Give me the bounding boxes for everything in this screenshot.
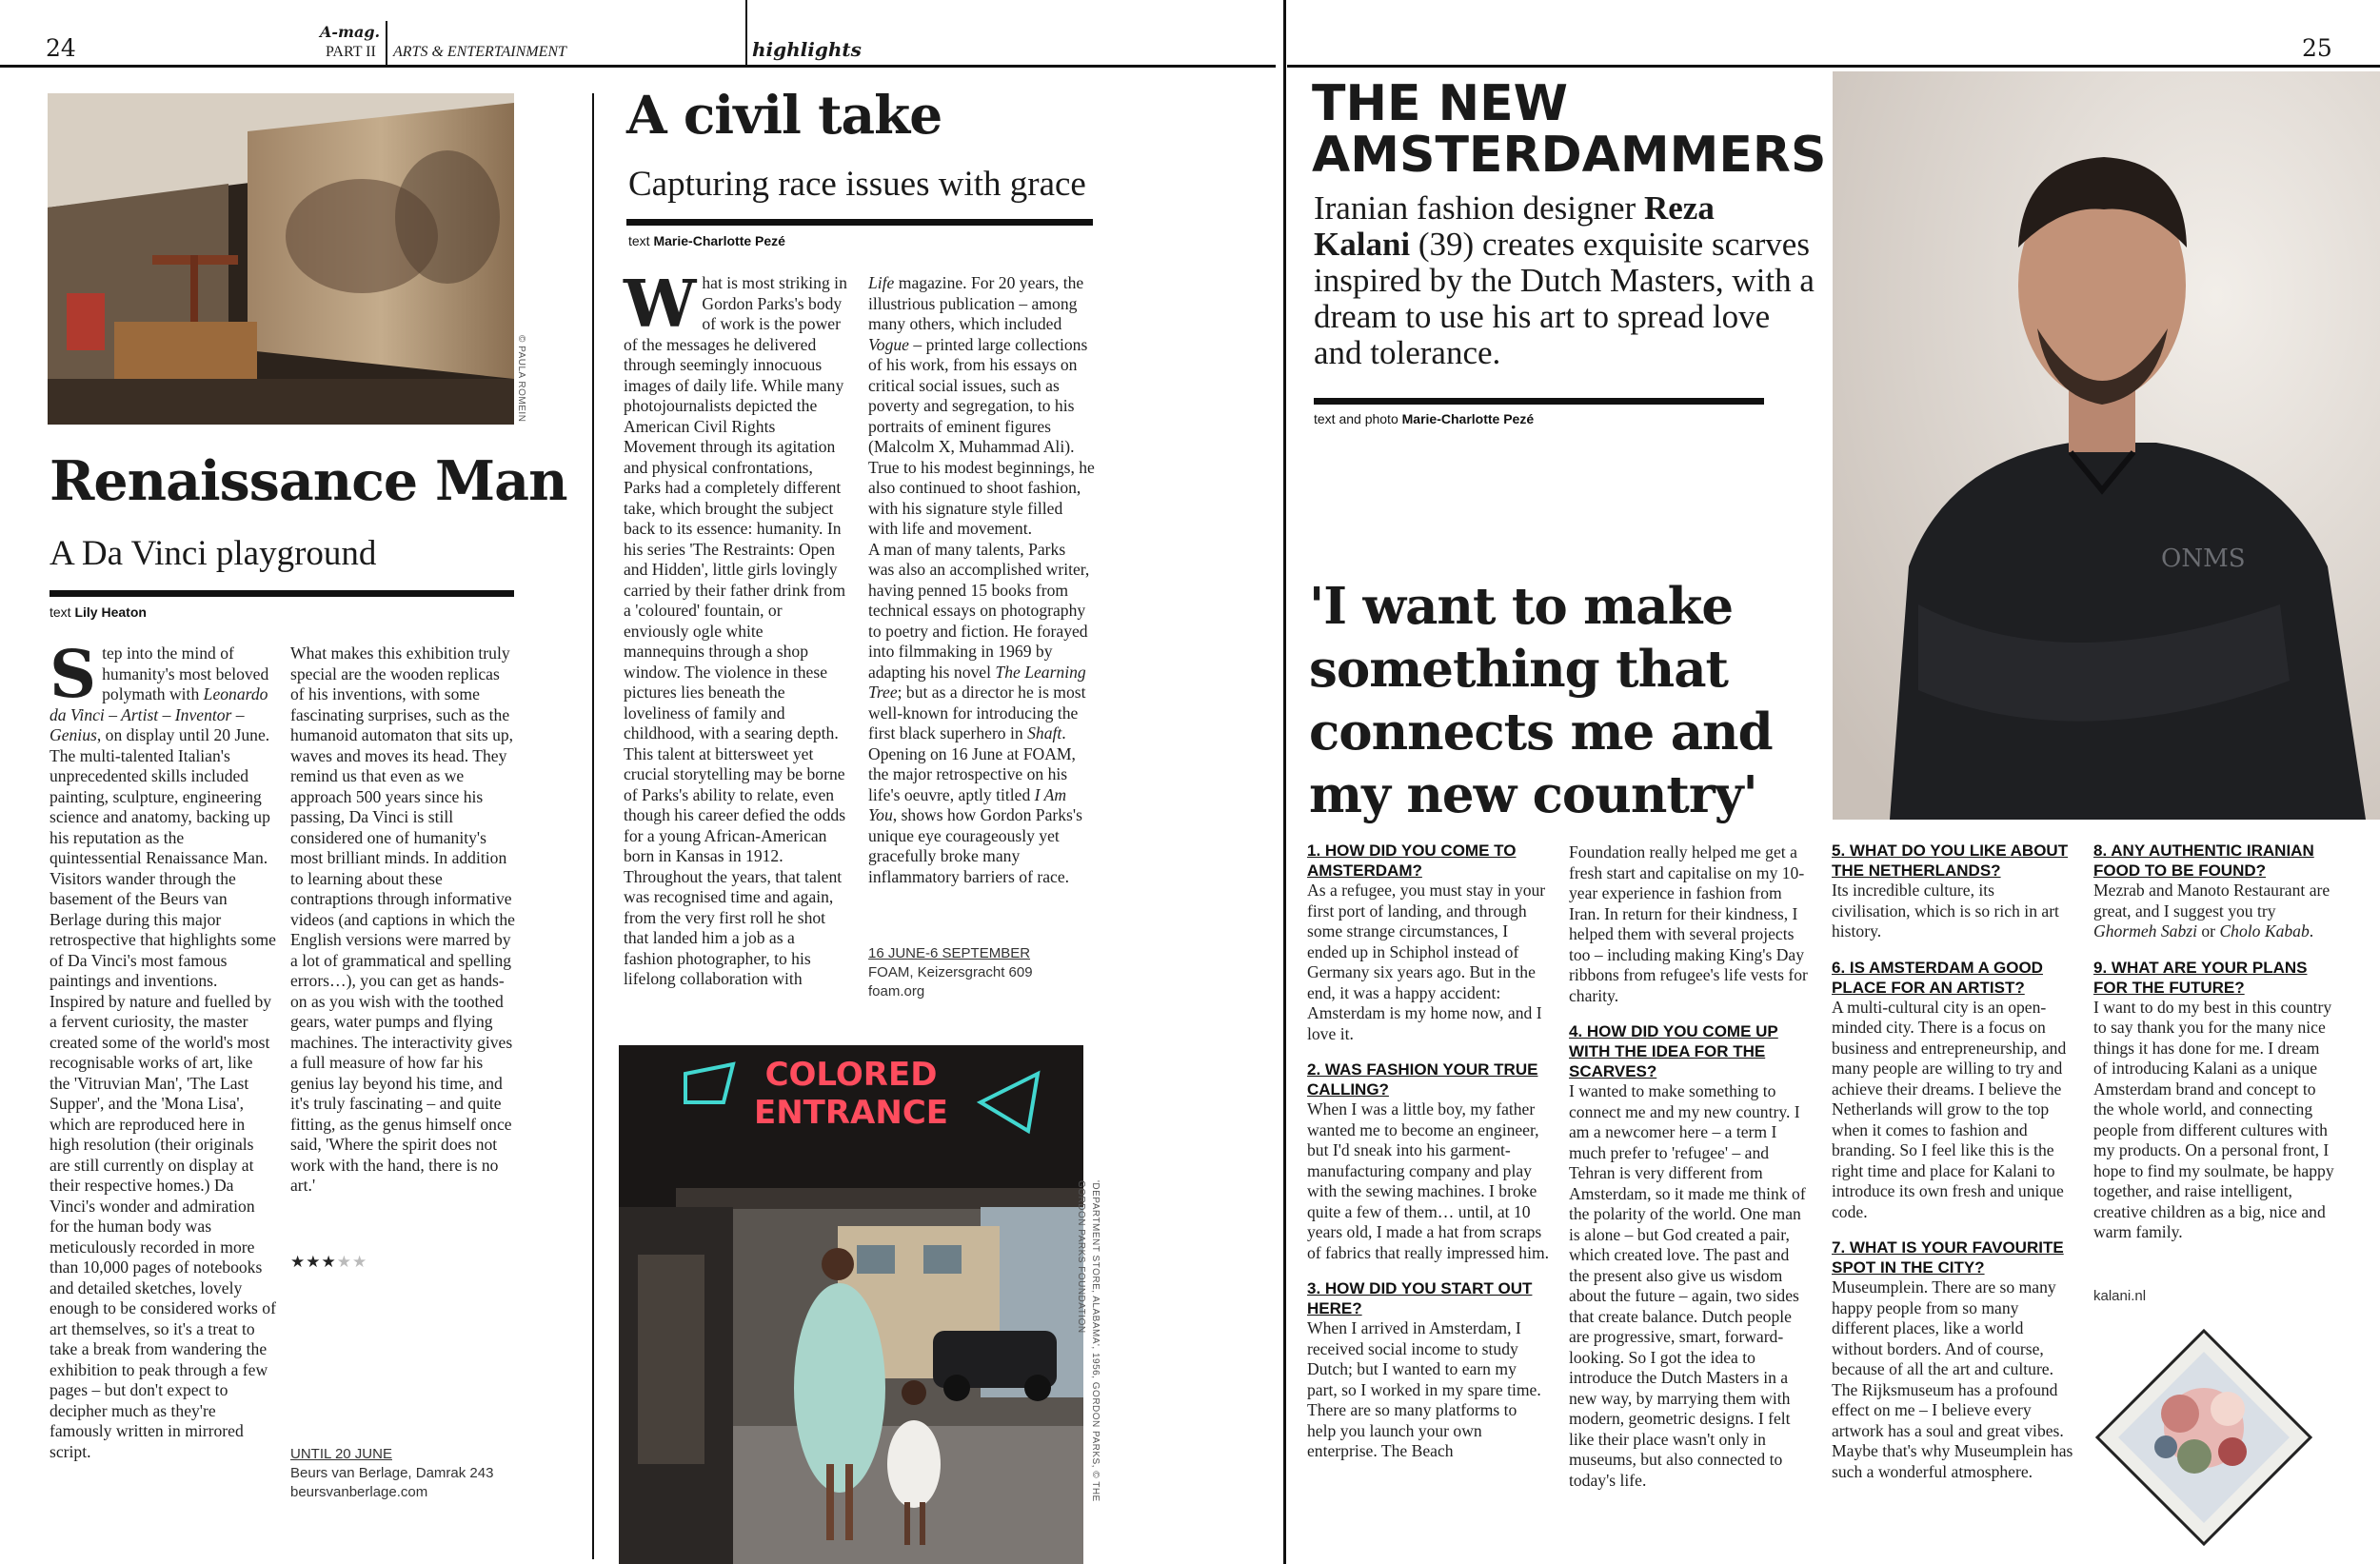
colored-sign-line1: COLORED — [764, 1056, 938, 1094]
scarf-graphic — [2090, 1323, 2318, 1552]
amsterdammers-rule — [1314, 398, 1764, 405]
qa-col1: 1. HOW DID YOU COME TO AMSTERDAM? As a refugee, you must stay in your first port of landing, and through some strange circumstances, I ended up in Schiphol instead of Germany six years ago. But in the end, it was a happy accident: Amsterdam is my home now, and I love it. 2. WAS FASHION YOUR TRUE CALLING? When I was a little boy, my father wanted me to become an engineer, but I'd sneak into his garment-manufacturing company and play with the sewing machines. I broke quite a few of them… until, at 10 years old, I made a hat from scraps of fabrics that really impressed him. 3. HOW DID YOU START OUT HERE? When I arrived in Amsterdam, I received social income to study Dutch; but I wanted to earn my part, so I worked in my spare time. There are so many platforms to help you launch your own enterprise. The Beach — [1307, 841, 1550, 1460]
reza-kalani-portrait — [1833, 71, 2380, 820]
amsterdammers-title: THE NEW AMSTERDAMMERS — [1312, 75, 1827, 184]
shirt-logo: ONMS — [2161, 544, 2246, 573]
civil-author: Marie-Charlotte Pezé — [653, 233, 785, 248]
renaissance-info-venue: Beurs van Berlage, Damrak 243 — [290, 1465, 494, 1481]
amsterdammers-author: Marie-Charlotte Pezé — [1401, 411, 1535, 426]
qa-col3: 5. WHAT DO YOU LIKE ABOUT THE NETHERLANDS? Its incredible culture, its civilisation, which is so rich in art history. 6. IS AMSTERDAM A GOOD PLACE FOR AN ARTIST? A multi-cultural city is an open-minded city. There is a focus on business and entrepreneurship, and many people are willing to try and achieve their dreams. I believe the Netherlands will grow to the top when it comes to fashion and branding. So I feel like this is the right time and place for Kalani to introduce its own fresh and unique code. 7. WHAT IS YOUR FAVOURITE SPOT IN THE CITY? Museumplein. There are so many happy people from so many different places, like a world without borders. And of course, because of all the art and culture. The Rijksmuseum has a profound effect on me – I believe every artwork has a soul and great vibes. Maybe that's why Museumplein has such a wonderful atmosphere. — [1832, 841, 2073, 1481]
question-2: 2. WAS FASHION YOUR TRUE CALLING? — [1307, 1060, 1538, 1099]
question-7: 7. WHAT IS YOUR FAVOURITE SPOT IN THE CITY? — [1832, 1238, 2064, 1277]
question-6: 6. IS AMSTERDAM A GOOD PLACE FOR AN ARTIST? — [1832, 958, 2043, 997]
civil-credit: text Marie-Charlotte Pezé — [628, 233, 785, 248]
kalani-scarf-image — [2090, 1323, 2318, 1552]
spine-divider — [1283, 0, 1286, 1564]
renaissance-title: Renaissance Man — [50, 449, 567, 513]
question-9: 9. WHAT ARE YOUR PLANS FOR THE FUTURE? — [2093, 958, 2308, 997]
renaissance-col2: What makes this exhibition truly special are the wooden replicas of his inventions, with some fascinating surprises, such as the humanoid automaton that sits up, waves and moves its head. They remind us that even as we approach 500 years since his passing, Da Vinci is still considered one of humanity's most brilliant minds. In addition to learning about these contraptions through informative videos (and captions in which the English versions were marred by a lot of grammatical and spelling errors…), you can get as hands-on as you wish with the toothed gears, water pumps and flying machines. The interactivity gives a full measure of how far his genius lay beyond his time, and it's truly fascinating – and quite fitting, as the genus himself once said, 'Where the spirit does not work with the hand, there is no art.' — [290, 643, 515, 1195]
amsterdammers-standfirst: Iranian fashion designer Reza Kalani (39) creates exquisite scarves inspired by the Dutch Masters, with a dream to use his art to spread love and tolerance. — [1314, 189, 1815, 371]
header-tick-1 — [386, 21, 387, 67]
civil-subtitle: Capturing race issues with grace — [628, 165, 1086, 204]
civil-info-venue: FOAM, Keizersgracht 609 — [868, 964, 1033, 980]
exhibition-photo-graphic — [48, 93, 514, 425]
qa-col2: Foundation really helped me get a fresh start and capitalise on my 10-year experience in fashion from Iran. In return for their kindness, I helped them with several projects too – including making King's Day ribbons from refugee's life vests for charity. 4. HOW DID YOU COME UP WITH THE IDEA FOR THE SCARVES? I wanted to make something to connect me and my new country. I am a newcomer here – a term I much prefer to 'refugee' – and Tehran is very different from Amsterdam, so it made me think of the polarity of the world. One man is alone – but God created a pair, which created love. The past and the present also give us wisdom about the future – again, two sides that create balance. Dutch people are progressive, smart, forward-looking. So I got the idea to introduce the Dutch Masters in a new way, by marrying them with modern, geometric designs. I felt like their place wasn't only in museums, but also connected to today's life. — [1569, 842, 1812, 1491]
colored-sign-line2: ENTRANCE — [754, 1094, 948, 1132]
renaissance-info-date: UNTIL 20 JUNE — [290, 1446, 392, 1462]
civil-info-url[interactable]: foam.org — [868, 983, 925, 1000]
question-1: 1. HOW DID YOU COME TO AMSTERDAM? — [1307, 841, 1517, 880]
amsterdammers-credit: text and photo Marie-Charlotte Pezé — [1314, 411, 1535, 426]
photo-credit-renaissance: © PAULA ROMEIN — [516, 335, 526, 423]
colored-entrance-photo — [619, 1045, 1083, 1564]
question-3: 3. HOW DID YOU START OUT HERE? — [1307, 1279, 1533, 1317]
pull-quote: 'I want to make something that connects me and my new country' — [1309, 577, 1773, 824]
civil-col2: Life magazine. For 20 years, the illustrious publication – among many others, which included Vogue – printed large collections of his work, from his essays on critical social issues, such as poverty and segregation, to his portraits of eminent figures (Malcolm X, Muhammad Ali). True to his modest beginnings, he also continued to shoot fashion, with his signature style filled with life and movement. A man of many talents, Parks was also an accomplished writer, having penned 15 books from technical essays on photography to poetry and fiction. He forayed into filmmaking in 1969 by adapting his novel The Learning Tree; but as a director he is most well-known for introducing the first black superhero in Shaft. Opening on 16 June at FOAM, the major retrospective on his life's oeuvre, aptly titled I Am You, shows how Gordon Parks's unique eye courageously yet gracefully broke many inflammatory barriers of race. — [868, 273, 1095, 886]
question-4: 4. HOW DID YOU COME UP WITH THE IDEA FOR THE SCARVES? — [1569, 1022, 1778, 1080]
subsection-label: highlights — [752, 38, 862, 61]
page-number-right: 25 — [2302, 34, 2332, 62]
gordon-parks-photo-graphic — [619, 1045, 1083, 1564]
renaissance-info-url[interactable]: beursvanberlage.com — [290, 1484, 428, 1500]
renaissance-rule — [50, 590, 514, 597]
section-label: ARTS & ENTERTAINMENT — [393, 44, 566, 60]
civil-dropcap: W — [624, 267, 697, 343]
renaissance-col1: Step into the mind of humanity's most beloved polymath with Leonardo da Vinci – Artist – Inventor – Genius, on display until 20 June. The multi-talented Italian's unprecedented skills included painting, sculpture, engineering science and anatomy, backing up his reputation as the quintessential Renaissance Man. Visitors wander through the basement of the Beurs van Berlage during this major retrospective that highlights some of Da Vinci's most famous paintings and inventions. Inspired by nature and fuelled by a fervent curiosity, the master created some of the world's most recognisable works of art, like the 'Vitruvian Man', 'The Last Supper', and the 'Mona Lisa', which are reproduced here in high resolution (their originals are still currently on display at their respective homes.) Da Vinci's wonder and admiration for the human body was meticulously recorded in more than 10,000 pages of notebooks and detailed sketches, lovely enough to be considered works of art themselves, so it's a treat to take a break from wandering the exhibition to peak through a few pages – but don't expect to decipher much as they're famously written in mirrored script. — [50, 637, 276, 1461]
rating-stars: ★★★★★ — [290, 1253, 368, 1272]
qa-col4: 8. ANY AUTHENTIC IRANIAN FOOD TO BE FOUND? Mezrab and Manoto Restaurant are great, and I suggest you try Ghormeh Sabzi or Cholo Kabab. 9. WHAT ARE YOUR PLANS FOR THE FUTURE? I want to do my best in this country to say thank you for the many nice things it has done for me. I dream of introducing Kalani as a unique Amsterdam brand and concept to the whole world, and connecting people from different cultures with my products. On a personal front, I hope to find my soulmate, be happy together, and raise intelligent, creative children as a big, nice and warm family. — [2093, 841, 2336, 1243]
civil-info — [868, 944, 1097, 1001]
civil-col1: What is most striking in Gordon Parks's body of work is the power of the messages he delivered through seemingly innocuous images of daily life. While many photojournalists depicted the American Civil Rights Movement through its agitation and physical confrontations, Parks had a completely different take, which brought the subject back to its essence: humanity. In his series 'The Restraints: Open and Hidden', little girls lovingly carried by their father drink from a 'coloured' fountain, or enviously ogle white mannequins through a shop window. The violence in these pictures lies beneath the loveliness of family and childhood, with a searing depth. This talent at bittersweet yet crucial storytelling may be borne of Parks's ability to relate, even though his career defied the odds for a young African-American born in Kansas in 1912. Throughout the years, that talent was recognised time and again, from the very first roll he shot that landed him a job as a fashion photographer, to his lifelong collaboration with — [624, 267, 847, 988]
civil-column-rule — [592, 93, 594, 1559]
page-number-left: 24 — [46, 34, 76, 62]
question-5: 5. WHAT DO YOU LIKE ABOUT THE NETHERLANDS? — [1832, 841, 2069, 880]
header-rule-left — [0, 65, 1276, 68]
civil-info-date: 16 JUNE-6 SEPTEMBER — [868, 945, 1031, 961]
part-label: PART II — [326, 44, 376, 60]
kalani-url[interactable]: kalani.nl — [2093, 1288, 2147, 1304]
renaissance-info — [290, 1445, 519, 1502]
civil-title: A civil take — [626, 84, 942, 146]
da-vinci-exhibition-photo — [48, 93, 514, 425]
brand-logo: A-mag. — [320, 23, 381, 41]
photo-credit-civil: 'DEPARTMENT STORE, ALABAMA', 1956, GORDON PARKS, © THE GORDON PARKS FOUNDATION — [1076, 1180, 1101, 1502]
question-8: 8. ANY AUTHENTIC IRANIAN FOOD TO BE FOUND? — [2093, 841, 2314, 880]
renaissance-credit: text Lily Heaton — [50, 604, 147, 620]
civil-rule — [626, 219, 1093, 226]
renaissance-dropcap: S — [50, 637, 97, 713]
header-rule-right — [1287, 65, 2380, 68]
header-tick-2 — [745, 0, 747, 67]
portrait-graphic — [1833, 71, 2380, 820]
renaissance-subtitle: A Da Vinci playground — [50, 534, 377, 573]
renaissance-author: Lily Heaton — [74, 604, 147, 620]
